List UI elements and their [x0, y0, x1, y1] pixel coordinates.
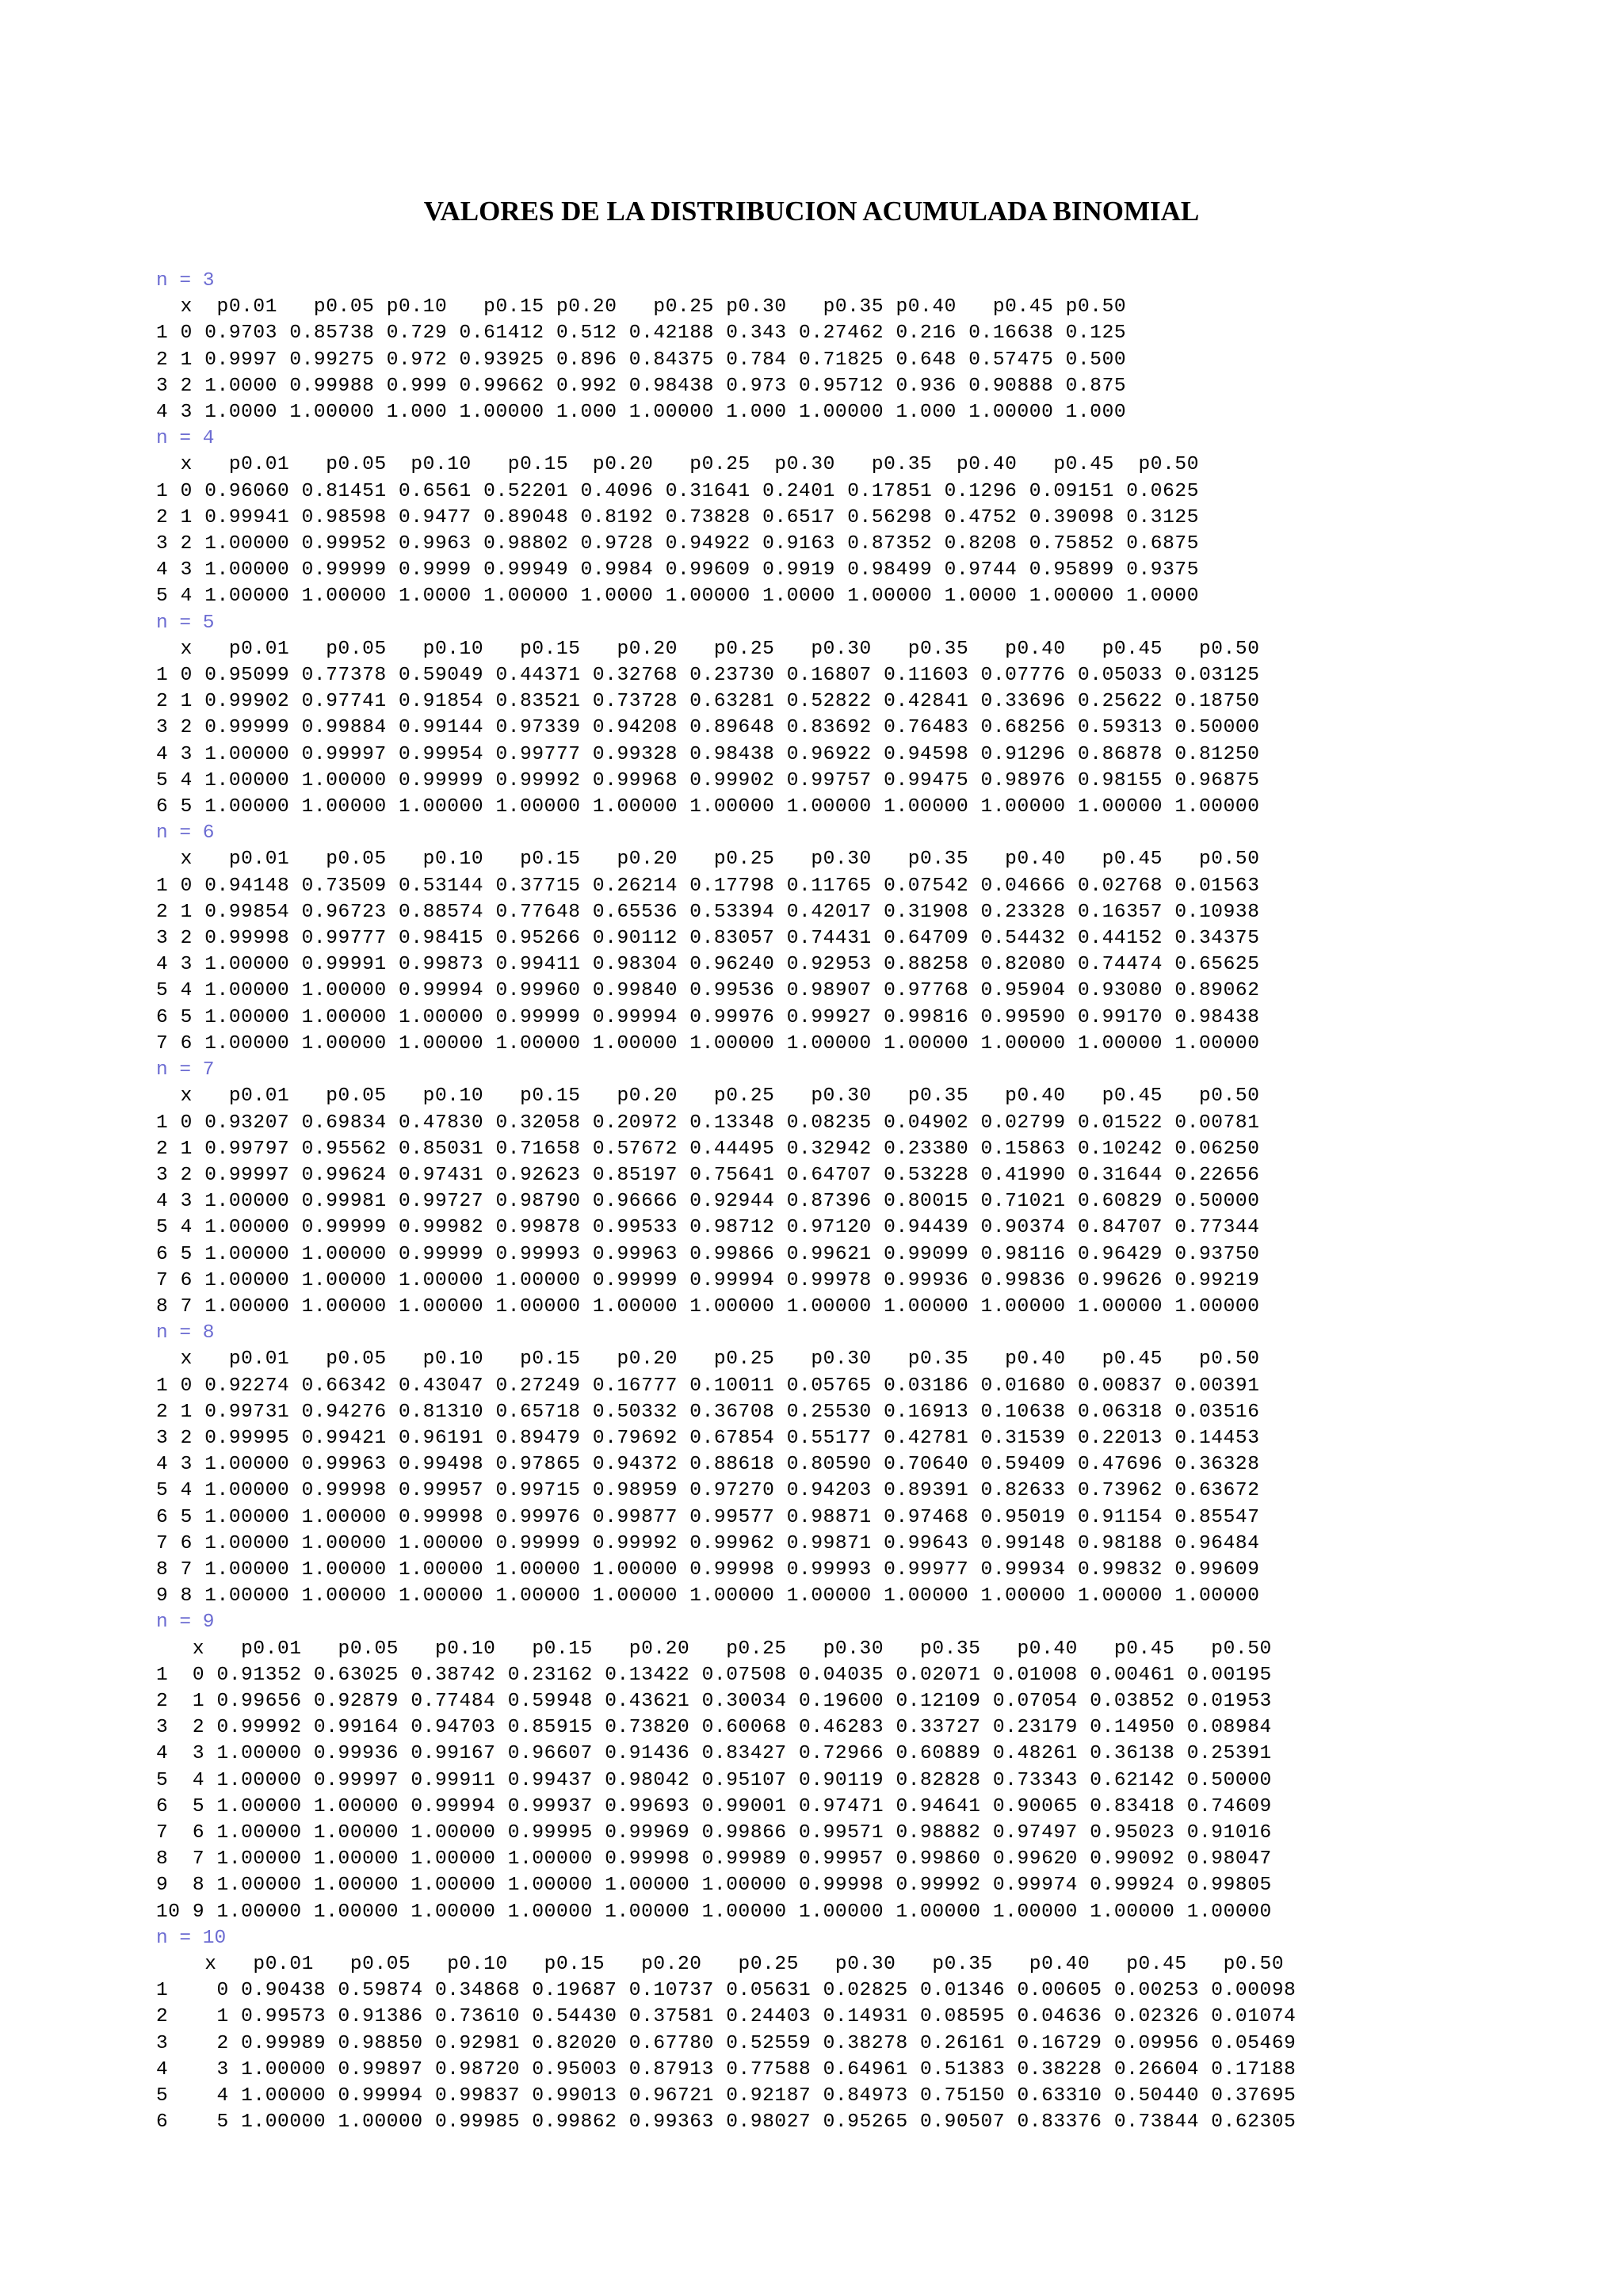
table-row: 2 1 0.99797 0.95562 0.85031 0.71658 0.57672 0.44495 0.32942 0.23380 0.15863 0.10242 0.06250: [156, 1138, 1260, 1160]
section-n-label: n = 7: [156, 1059, 215, 1081]
table-header-row: x p0.01 p0.05 p0.10 p0.15 p0.20 p0.25 p0.30 p0.35 p0.40 p0.45 p0.50: [156, 1954, 1285, 1975]
table-row: 6 5 1.00000 1.00000 0.99999 0.99993 0.99963 0.99866 0.99621 0.99099 0.98116 0.96429 0.93750: [156, 1243, 1260, 1265]
table-row: 1 0 0.9703 0.85738 0.729 0.61412 0.512 0.42188 0.343 0.27462 0.216 0.16638 0.125: [156, 322, 1127, 345]
table-section: [156, 1320, 1598, 1609]
table-row: 3 2 1.00000 0.99952 0.9963 0.98802 0.9728 0.94922 0.9163 0.87352 0.8208 0.75852 0.6875: [156, 533, 1200, 555]
table-row: 8 7 1.00000 1.00000 1.00000 1.00000 0.99998 0.99989 0.99957 0.99860 0.99620 0.99092 0.98047: [156, 1848, 1272, 1871]
table-row: 7 6 1.00000 1.00000 1.00000 1.00000 0.99999 0.99994 0.99978 0.99936 0.99836 0.99626 0.99219: [156, 1269, 1260, 1291]
table-row: 6 5 1.00000 1.00000 0.99994 0.99937 0.99693 0.99001 0.97471 0.94641 0.90065 0.83418 0.74609: [156, 1795, 1272, 1817]
table-row: 5 4 1.00000 0.99997 0.99911 0.99437 0.98042 0.95107 0.90119 0.82828 0.73343 0.62142 0.50000: [156, 1769, 1272, 1791]
table-row: 1 0 0.90438 0.59874 0.34868 0.19687 0.10737 0.05631 0.02825 0.01346 0.00605 0.00253 0.00098: [156, 1980, 1296, 2002]
table-row: 6 5 1.00000 1.00000 1.00000 0.99999 0.99994 0.99976 0.99927 0.99816 0.99590 0.99170 0.98438: [156, 1006, 1260, 1028]
table-row: 6 5 1.00000 1.00000 0.99985 0.99862 0.99363 0.98027 0.95265 0.90507 0.83376 0.73844 0.62305: [156, 2111, 1296, 2134]
table-row: 4 3 1.00000 0.99997 0.99954 0.99777 0.99328 0.98438 0.96922 0.94598 0.91296 0.86878 0.81250: [156, 743, 1260, 765]
table-row: 5 4 1.00000 0.99998 0.99957 0.99715 0.98959 0.97270 0.94203 0.89391 0.82633 0.73962 0.63672: [156, 1480, 1260, 1502]
table-row: 5 4 1.00000 0.99999 0.99982 0.99878 0.99533 0.98712 0.97120 0.94439 0.90374 0.84707 0.77344: [156, 1217, 1260, 1239]
table-row: 4 3 1.00000 0.99936 0.99167 0.96607 0.91436 0.83427 0.72966 0.60889 0.48261 0.36138 0.25391: [156, 1743, 1272, 1765]
table-row: 6 5 1.00000 1.00000 1.00000 1.00000 1.00000 1.00000 1.00000 1.00000 1.00000 1.00000 1.00000: [156, 796, 1260, 818]
section-n-label: n = 10: [156, 1927, 227, 1949]
table-row: 4 3 1.00000 0.99897 0.98720 0.95003 0.87913 0.77588 0.64961 0.51383 0.38228 0.26604 0.17188: [156, 2058, 1296, 2081]
table-header-row: x p0.01 p0.05 p0.10 p0.15 p0.20 p0.25 p0.30 p0.35 p0.40 p0.45 p0.50: [156, 454, 1200, 476]
table-section: [156, 1925, 1598, 2136]
table-row: 1 0 0.95099 0.77378 0.59049 0.44371 0.32768 0.23730 0.16807 0.11603 0.07776 0.05033 0.03125: [156, 665, 1260, 687]
page-title: VALORES DE LA DISTRIBUCION ACUMULADA BINOMIAL: [423, 196, 1200, 227]
table-header-row: x p0.01 p0.05 p0.10 p0.15 p0.20 p0.25 p0.30 p0.35 p0.40 p0.45 p0.50: [156, 296, 1127, 318]
table-section: [156, 268, 1598, 425]
table-header-row: x p0.01 p0.05 p0.10 p0.15 p0.20 p0.25 p0.30 p0.35 p0.40 p0.45 p0.50: [156, 638, 1260, 660]
table-row: 5 4 1.00000 1.00000 0.99999 0.99992 0.99968 0.99902 0.99757 0.99475 0.98976 0.98155 0.96875: [156, 769, 1260, 791]
table-row: 3 2 0.99997 0.99624 0.97431 0.92623 0.85197 0.75641 0.64707 0.53228 0.41990 0.31644 0.22656: [156, 1164, 1260, 1186]
section-n-label: n = 5: [156, 612, 215, 634]
table-row: 3 2 0.99992 0.99164 0.94703 0.85915 0.73820 0.60068 0.46283 0.33727 0.23179 0.14950 0.08984: [156, 1717, 1272, 1739]
table-row: 1 0 0.91352 0.63025 0.38742 0.23162 0.13422 0.07508 0.04035 0.02071 0.01008 0.00461 0.00195: [156, 1664, 1272, 1686]
table-row: 8 7 1.00000 1.00000 1.00000 1.00000 1.00000 1.00000 1.00000 1.00000 1.00000 1.00000 1.00000: [156, 1295, 1260, 1318]
table-row: 2 1 0.99854 0.96723 0.88574 0.77648 0.65536 0.53394 0.42017 0.31908 0.23328 0.16357 0.10938: [156, 901, 1260, 923]
binomial-tables: [156, 268, 1598, 2135]
table-row: 3 2 0.99995 0.99421 0.96191 0.89479 0.79692 0.67854 0.55177 0.42781 0.31539 0.22013 0.14453: [156, 1427, 1260, 1449]
table-row: 3 2 0.99998 0.99777 0.98415 0.95266 0.90112 0.83057 0.74431 0.64709 0.54432 0.44152 0.34375: [156, 928, 1260, 950]
table-row: 2 1 0.9997 0.99275 0.972 0.93925 0.896 0.84375 0.784 0.71825 0.648 0.57475 0.500: [156, 349, 1127, 371]
table-row: 5 4 1.00000 1.00000 0.99994 0.99960 0.99840 0.99536 0.98907 0.97768 0.95904 0.93080 0.89062: [156, 980, 1260, 1002]
table-section: [156, 1609, 1598, 1924]
table-row: 3 2 1.0000 0.99988 0.999 0.99662 0.992 0.98438 0.973 0.95712 0.936 0.90888 0.875: [156, 375, 1127, 397]
table-section: [156, 820, 1598, 1057]
table-row: 4 3 1.00000 0.99991 0.99873 0.99411 0.98304 0.96240 0.92953 0.88258 0.82080 0.74474 0.65625: [156, 954, 1260, 976]
table-row: 7 6 1.00000 1.00000 1.00000 1.00000 1.00000 1.00000 1.00000 1.00000 1.00000 1.00000 1.00000: [156, 1032, 1260, 1055]
table-row: 4 3 1.00000 0.99963 0.99498 0.97865 0.94372 0.88618 0.80590 0.70640 0.59409 0.47696 0.36328: [156, 1454, 1260, 1476]
table-row: 1 0 0.93207 0.69834 0.47830 0.32058 0.20972 0.13348 0.08235 0.04902 0.02799 0.01522 0.00781: [156, 1112, 1260, 1134]
table-row: 1 0 0.94148 0.73509 0.53144 0.37715 0.26214 0.17798 0.11765 0.07542 0.04666 0.02768 0.01563: [156, 875, 1260, 897]
table-header-row: x p0.01 p0.05 p0.10 p0.15 p0.20 p0.25 p0.30 p0.35 p0.40 p0.45 p0.50: [156, 1085, 1260, 1108]
table-section: [156, 1057, 1598, 1320]
table-row: 6 5 1.00000 1.00000 0.99998 0.99976 0.99877 0.99577 0.98871 0.97468 0.95019 0.91154 0.85547: [156, 1506, 1260, 1528]
section-n-label: n = 3: [156, 270, 215, 292]
table-row: 5 4 1.00000 1.00000 1.0000 1.00000 1.0000 1.00000 1.0000 1.00000 1.0000 1.00000 1.0000: [156, 585, 1200, 608]
table-row: 4 3 1.0000 1.00000 1.000 1.00000 1.000 1.00000 1.000 1.00000 1.000 1.00000 1.000: [156, 402, 1127, 424]
table-row: 4 3 1.00000 0.99999 0.9999 0.99949 0.9984 0.99609 0.9919 0.98499 0.9744 0.95899 0.9375: [156, 559, 1200, 582]
table-row: 7 6 1.00000 1.00000 1.00000 0.99995 0.99969 0.99866 0.99571 0.98882 0.97497 0.95023 0.91016: [156, 1821, 1272, 1844]
section-n-label: n = 4: [156, 428, 215, 450]
table-row: 3 2 0.99999 0.99884 0.99144 0.97339 0.94208 0.89648 0.83692 0.76483 0.68256 0.59313 0.50000: [156, 717, 1260, 739]
table-row: 2 1 0.99573 0.91386 0.73610 0.54430 0.37581 0.24403 0.14931 0.08595 0.04636 0.02326 0.01074: [156, 2006, 1296, 2028]
section-n-label: n = 8: [156, 1322, 215, 1344]
section-n-label: n = 6: [156, 822, 215, 845]
table-row: 1 0 0.92274 0.66342 0.43047 0.27249 0.16777 0.10011 0.05765 0.03186 0.01680 0.00837 0.00391: [156, 1375, 1260, 1397]
table-row: 1 0 0.96060 0.81451 0.6561 0.52201 0.4096 0.31641 0.2401 0.17851 0.1296 0.09151 0.0625: [156, 480, 1200, 502]
table-row: 3 2 0.99989 0.98850 0.92981 0.82020 0.67780 0.52559 0.38278 0.26161 0.16729 0.09956 0.05469: [156, 2032, 1296, 2054]
table-row: 2 1 0.99656 0.92879 0.77484 0.59948 0.43621 0.30034 0.19600 0.12109 0.07054 0.03852 0.01953: [156, 1690, 1272, 1712]
table-row: 9 8 1.00000 1.00000 1.00000 1.00000 1.00000 1.00000 1.00000 1.00000 1.00000 1.00000 1.00000: [156, 1585, 1260, 1608]
table-header-row: x p0.01 p0.05 p0.10 p0.15 p0.20 p0.25 p0.30 p0.35 p0.40 p0.45 p0.50: [156, 1638, 1272, 1660]
table-header-row: x p0.01 p0.05 p0.10 p0.15 p0.20 p0.25 p0.30 p0.35 p0.40 p0.45 p0.50: [156, 849, 1260, 871]
table-row: 7 6 1.00000 1.00000 1.00000 0.99999 0.99992 0.99962 0.99871 0.99643 0.99148 0.98188 0.96484: [156, 1532, 1260, 1554]
table-row: 5 4 1.00000 0.99994 0.99837 0.99013 0.96721 0.92187 0.84973 0.75150 0.63310 0.50440 0.37695: [156, 2085, 1296, 2107]
table-row: 2 1 0.99731 0.94276 0.81310 0.65718 0.50332 0.36708 0.25530 0.16913 0.10638 0.06318 0.03516: [156, 1401, 1260, 1423]
table-header-row: x p0.01 p0.05 p0.10 p0.15 p0.20 p0.25 p0.30 p0.35 p0.40 p0.45 p0.50: [156, 1348, 1260, 1371]
table-row: 9 8 1.00000 1.00000 1.00000 1.00000 1.00000 1.00000 0.99998 0.99992 0.99974 0.99924 0.99805: [156, 1875, 1272, 1897]
table-row: 4 3 1.00000 0.99981 0.99727 0.98790 0.96666 0.92944 0.87396 0.80015 0.71021 0.60829 0.50000: [156, 1191, 1260, 1213]
table-row: 10 9 1.00000 1.00000 1.00000 1.00000 1.00000 1.00000 1.00000 1.00000 1.00000 1.00000 1.00000: [156, 1901, 1272, 1923]
table-row: 2 1 0.99902 0.97741 0.91854 0.83521 0.73728 0.63281 0.52822 0.42841 0.33696 0.25622 0.18750: [156, 691, 1260, 713]
table-row: 8 7 1.00000 1.00000 1.00000 1.00000 1.00000 0.99998 0.99993 0.99977 0.99934 0.99832 0.99609: [156, 1558, 1260, 1581]
table-section: [156, 425, 1598, 609]
section-n-label: n = 9: [156, 1611, 215, 1634]
table-section: [156, 610, 1598, 821]
table-row: 2 1 0.99941 0.98598 0.9477 0.89048 0.8192 0.73828 0.6517 0.56298 0.4752 0.39098 0.3125: [156, 506, 1200, 528]
